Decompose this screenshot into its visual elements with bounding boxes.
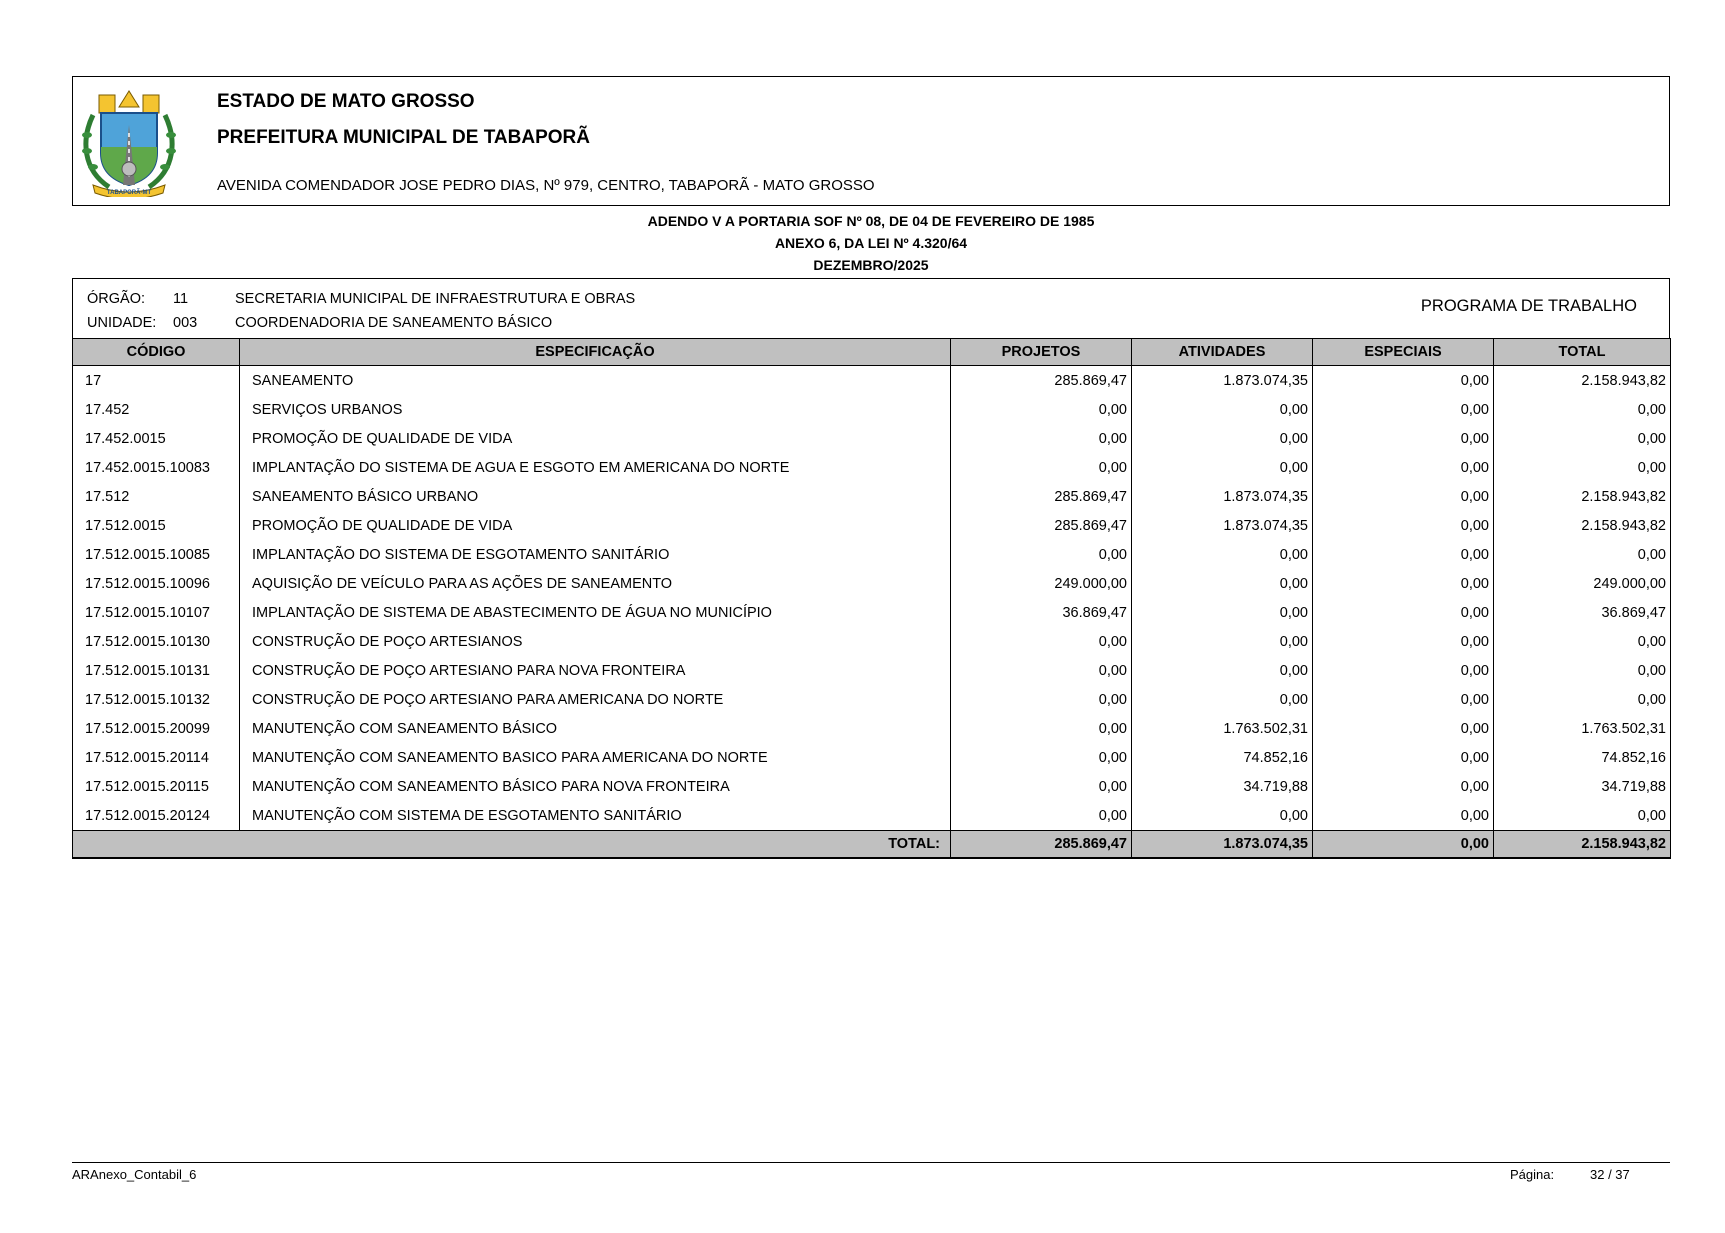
page-number: 32 / 37 (1590, 1167, 1630, 1182)
projetos-cell: 249.000,00 (951, 569, 1132, 598)
projetos-cell: 0,00 (951, 656, 1132, 685)
total-cell: 0,00 (1494, 453, 1671, 482)
codigo-cell: 17.452.0015.10083 (73, 453, 240, 482)
table-row (73, 482, 1671, 511)
table-row (73, 656, 1671, 685)
projetos-cell: 0,00 (951, 772, 1132, 801)
codigo-cell: 17 (73, 366, 240, 396)
especiais-cell: 0,00 (1313, 395, 1494, 424)
atividades-cell: 34.719,88 (1132, 772, 1313, 801)
especiais-cell: 0,00 (1313, 772, 1494, 801)
atividades-cell: 0,00 (1132, 656, 1313, 685)
total-especiais: 0,00 (1313, 831, 1494, 859)
atividades-cell: 1.763.502,31 (1132, 714, 1313, 743)
address: AVENIDA COMENDADOR JOSE PEDRO DIAS, Nº 979, CENTRO, TABAPORÃ - MATO GROSSO (217, 177, 875, 194)
codigo-cell: 17.512.0015.10131 (73, 656, 240, 685)
total-cell: 0,00 (1494, 801, 1671, 831)
state-name: ESTADO DE MATO GROSSO (217, 91, 475, 112)
codigo-cell: 17.512.0015.20115 (73, 772, 240, 801)
col-header-atividades: ATIVIDADES (1132, 339, 1313, 366)
projetos-cell: 0,00 (951, 424, 1132, 453)
atividades-cell: 0,00 (1132, 569, 1313, 598)
atividades-cell: 0,00 (1132, 453, 1313, 482)
table-row (73, 366, 1671, 396)
title-line-2: ANEXO 6, DA LEI Nº 4.320/64 (774, 235, 968, 251)
especificacao-cell: IMPLANTAÇÃO DO SISTEMA DE AGUA E ESGOTO EM AMERICANA DO NORTE (240, 453, 951, 482)
especificacao-cell: IMPLANTAÇÃO DE SISTEMA DE ABASTECIMENTO DE ÁGUA NO MUNICÍPIO (240, 598, 951, 627)
codigo-cell: 17.512.0015.20099 (73, 714, 240, 743)
especificacao-cell: SANEAMENTO BÁSICO URBANO (240, 482, 951, 511)
table-row (73, 598, 1671, 627)
table-header-row (73, 339, 1671, 366)
table-row (73, 453, 1671, 482)
atividades-cell: 1.873.074,35 (1132, 482, 1313, 511)
especificacao-cell: MANUTENÇÃO COM SANEAMENTO BÁSICO (240, 714, 951, 743)
total-row (73, 831, 1671, 859)
codigo-cell: 17.512.0015.10107 (73, 598, 240, 627)
total-cell: 2.158.943,82 (1494, 511, 1671, 540)
especiais-cell: 0,00 (1313, 801, 1494, 831)
total-cell: 0,00 (1494, 656, 1671, 685)
table-row (73, 511, 1671, 540)
codigo-cell: 17.512.0015.10096 (73, 569, 240, 598)
total-cell: 2.158.943,82 (1494, 366, 1671, 396)
page-label: Página: (1510, 1167, 1555, 1182)
footer-divider (72, 1162, 1670, 1163)
especiais-cell: 0,00 (1313, 569, 1494, 598)
col-header-total: TOTAL (1494, 339, 1671, 366)
total-cell: 0,00 (1494, 395, 1671, 424)
especificacao-cell: IMPLANTAÇÃO DO SISTEMA DE ESGOTAMENTO SANITÁRIO (240, 540, 951, 569)
especificacao-cell: PROMOÇÃO DE QUALIDADE DE VIDA (240, 511, 951, 540)
atividades-cell: 1.873.074,35 (1132, 511, 1313, 540)
codigo-cell: 17.452 (73, 395, 240, 424)
codigo-cell: 17.512 (73, 482, 240, 511)
report-titles (72, 210, 1670, 276)
atividades-cell: 1.873.074,35 (1132, 366, 1313, 396)
projetos-cell: 0,00 (951, 540, 1132, 569)
atividades-cell: 74.852,16 (1132, 743, 1313, 772)
especificacao-cell: PROMOÇÃO DE QUALIDADE DE VIDA (240, 424, 951, 453)
projetos-cell: 0,00 (951, 714, 1132, 743)
especiais-cell: 0,00 (1313, 424, 1494, 453)
codigo-cell: 17.512.0015.10132 (73, 685, 240, 714)
total-cell: 1.763.502,31 (1494, 714, 1671, 743)
especiais-cell: 0,00 (1313, 685, 1494, 714)
title-line-1: ADENDO V A PORTARIA SOF Nº 08, DE 04 DE FEVEREIRO DE 1985 (647, 213, 1095, 229)
budget-table (72, 338, 1671, 859)
atividades-cell: 0,00 (1132, 801, 1313, 831)
title-line-3: DEZEMBRO/2025 (813, 257, 929, 273)
especiais-cell: 0,00 (1313, 540, 1494, 569)
col-header-especiais: ESPECIAIS (1313, 339, 1494, 366)
projetos-cell: 0,00 (951, 743, 1132, 772)
unidade-code: 003 (173, 315, 198, 331)
prefecture-name: PREFEITURA MUNICIPAL DE TABAPORÃ (217, 127, 590, 148)
especificacao-cell: CONSTRUÇÃO DE POÇO ARTESIANO PARA NOVA FRONTEIRA (240, 656, 951, 685)
atividades-cell: 0,00 (1132, 424, 1313, 453)
orgao-name: SECRETARIA MUNICIPAL DE INFRAESTRUTURA E OBRAS (235, 291, 636, 307)
total-cell: 0,00 (1494, 685, 1671, 714)
projetos-cell: 285.869,47 (951, 511, 1132, 540)
total-cell: 34.719,88 (1494, 772, 1671, 801)
table-row (73, 627, 1671, 656)
projetos-cell: 0,00 (951, 801, 1132, 831)
total-cell: 36.869,47 (1494, 598, 1671, 627)
especificacao-cell: AQUISIÇÃO DE VEÍCULO PARA AS AÇÕES DE SANEAMENTO (240, 569, 951, 598)
svg-text:TABAPORÃ-MT: TABAPORÃ-MT (106, 190, 152, 196)
table-row (73, 424, 1671, 453)
especiais-cell: 0,00 (1313, 627, 1494, 656)
total-cell: 2.158.943,82 (1494, 482, 1671, 511)
table-row (73, 569, 1671, 598)
especificacao-cell: CONSTRUÇÃO DE POÇO ARTESIANOS (240, 627, 951, 656)
codigo-cell: 17.512.0015.10130 (73, 627, 240, 656)
projetos-cell: 0,00 (951, 395, 1132, 424)
projetos-cell: 285.869,47 (951, 366, 1132, 396)
col-header-especificacao: ESPECIFICAÇÃO (240, 339, 951, 366)
total-cell: 0,00 (1494, 424, 1671, 453)
total-atividades: 1.873.074,35 (1132, 831, 1313, 859)
col-header-codigo: CÓDIGO (73, 339, 240, 366)
table-row (73, 801, 1671, 831)
especiais-cell: 0,00 (1313, 714, 1494, 743)
especiais-cell: 0,00 (1313, 656, 1494, 685)
projetos-cell: 36.869,47 (951, 598, 1132, 627)
municipal-coat-of-arms-logo (79, 85, 179, 197)
atividades-cell: 0,00 (1132, 540, 1313, 569)
total-total: 2.158.943,82 (1494, 831, 1671, 859)
table-row (73, 685, 1671, 714)
total-cell: 0,00 (1494, 627, 1671, 656)
table-row (73, 743, 1671, 772)
codigo-cell: 17.512.0015.20114 (73, 743, 240, 772)
report-name: ARAnexo_Contabil_6 (72, 1167, 197, 1182)
especificacao-cell: SANEAMENTO (240, 366, 951, 396)
especificacao-cell: SERVIÇOS URBANOS (240, 395, 951, 424)
codigo-cell: 17.512.0015 (73, 511, 240, 540)
total-cell: 249.000,00 (1494, 569, 1671, 598)
atividades-cell: 0,00 (1132, 395, 1313, 424)
col-header-projetos: PROJETOS (951, 339, 1132, 366)
codigo-cell: 17.452.0015 (73, 424, 240, 453)
table-row (73, 772, 1671, 801)
projetos-cell: 0,00 (951, 453, 1132, 482)
projetos-cell: 0,00 (951, 627, 1132, 656)
orgao-label: ÓRGÃO: (87, 291, 146, 307)
programa-de-trabalho: PROGRAMA DE TRABALHO (1420, 297, 1637, 315)
total-cell: 0,00 (1494, 540, 1671, 569)
especiais-cell: 0,00 (1313, 482, 1494, 511)
especificacao-cell: MANUTENÇÃO COM SANEAMENTO BÁSICO PARA NOVA FRONTEIRA (240, 772, 951, 801)
total-label: TOTAL: (73, 831, 951, 859)
especificacao-cell: CONSTRUÇÃO DE POÇO ARTESIANO PARA AMERICANA DO NORTE (240, 685, 951, 714)
especificacao-cell: MANUTENÇÃO COM SISTEMA DE ESGOTAMENTO SANITÁRIO (240, 801, 951, 831)
orgao-code: 11 (173, 291, 189, 307)
org-info-box (72, 278, 1670, 338)
unidade-label: UNIDADE: (87, 315, 157, 331)
codigo-cell: 17.512.0015.20124 (73, 801, 240, 831)
table-row (73, 540, 1671, 569)
atividades-cell: 0,00 (1132, 598, 1313, 627)
total-cell: 74.852,16 (1494, 743, 1671, 772)
especificacao-cell: MANUTENÇÃO COM SANEAMENTO BASICO PARA AMERICANA DO NORTE (240, 743, 951, 772)
especiais-cell: 0,00 (1313, 743, 1494, 772)
header-box (72, 76, 1670, 206)
atividades-cell: 0,00 (1132, 685, 1313, 714)
especiais-cell: 0,00 (1313, 366, 1494, 396)
total-projetos: 285.869,47 (951, 831, 1132, 859)
especiais-cell: 0,00 (1313, 598, 1494, 627)
especiais-cell: 0,00 (1313, 453, 1494, 482)
unidade-name: COORDENADORIA DE SANEAMENTO BÁSICO (235, 315, 553, 331)
especiais-cell: 0,00 (1313, 511, 1494, 540)
projetos-cell: 285.869,47 (951, 482, 1132, 511)
codigo-cell: 17.512.0015.10085 (73, 540, 240, 569)
projetos-cell: 0,00 (951, 685, 1132, 714)
table-row (73, 714, 1671, 743)
atividades-cell: 0,00 (1132, 627, 1313, 656)
table-row (73, 395, 1671, 424)
